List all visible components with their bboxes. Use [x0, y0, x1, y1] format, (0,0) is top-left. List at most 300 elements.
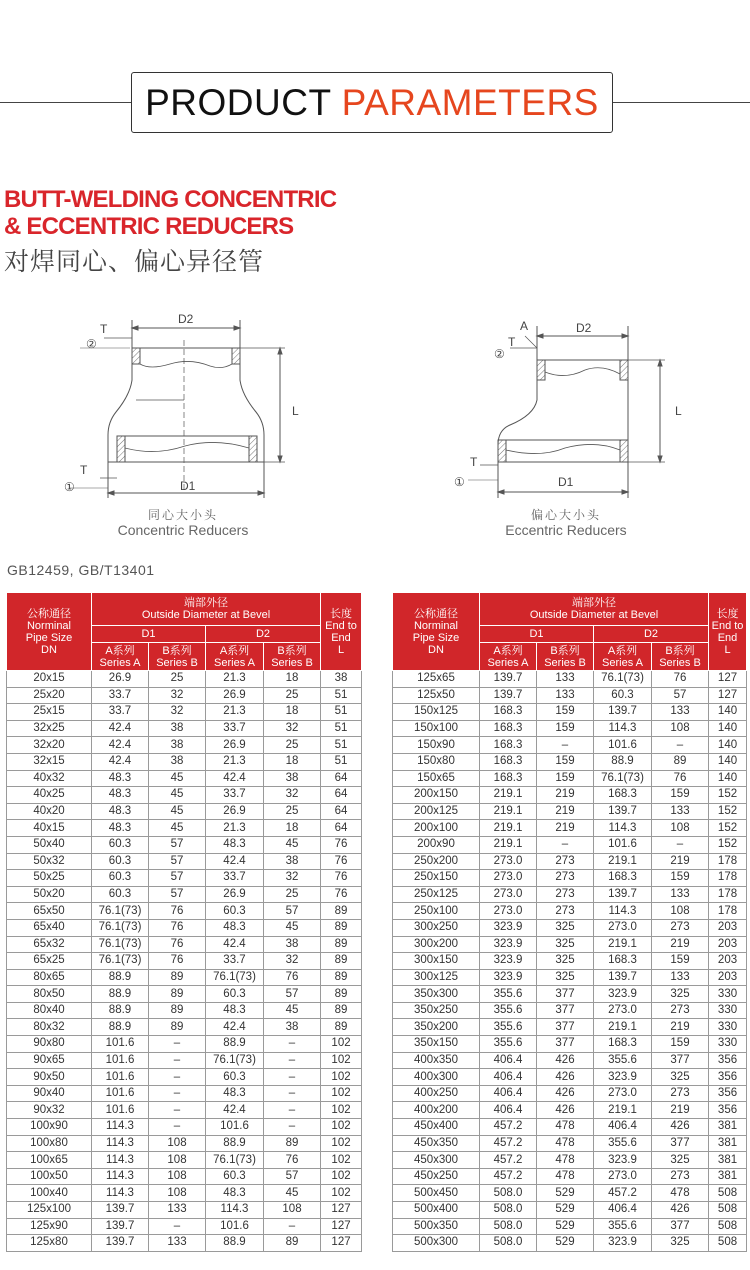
table-row [393, 1185, 747, 1202]
d2-series-b-cell: 108 [652, 720, 709, 737]
d2-series-a-cell: 406.4 [594, 1202, 652, 1219]
dn-header-cn: 公称通径 [414, 607, 458, 620]
dn-cell: 300x200 [393, 936, 480, 953]
dn-cell: 100x65 [7, 1152, 92, 1169]
dn-cell: 350x200 [393, 1019, 480, 1036]
d1-series-a-cell: 323.9 [480, 969, 537, 986]
table-row [393, 1218, 747, 1235]
d1-series-a-cell: 60.3 [92, 853, 149, 870]
length-cell: 102 [321, 1135, 362, 1152]
d2-series-b-cell: 219 [652, 936, 709, 953]
d1-series-a-cell: 219.1 [480, 803, 537, 820]
table-row [393, 1202, 747, 1219]
table-row [7, 1036, 362, 1053]
d1-series-a-cell: 76.1(73) [92, 919, 149, 936]
series-b-cn: B系列 [550, 644, 580, 657]
d1-series-a-cell: 101.6 [92, 1052, 149, 1069]
table-row [393, 704, 747, 721]
d2-series-a-cell: 48.3 [206, 1085, 264, 1102]
d1-series-a-cell: 101.6 [92, 1085, 149, 1102]
concentric-label-t-bottom: T [80, 463, 88, 477]
d2-series-b-cell: 45 [264, 919, 321, 936]
length-cell: 508 [709, 1218, 747, 1235]
length-header-en1: End to [325, 619, 357, 632]
d2-series-b-cell: 325 [652, 986, 709, 1003]
length-cell: 89 [321, 953, 362, 970]
table-row [393, 1052, 747, 1069]
heading-line-1: BUTT-WELDING CONCENTRIC [4, 186, 337, 213]
d2-series-a-cell: 88.9 [206, 1036, 264, 1053]
length-cell: 89 [321, 1002, 362, 1019]
table-row [393, 836, 747, 853]
d2-series-a-cell: 48.3 [206, 919, 264, 936]
d2-series-b-cell: – [264, 1218, 321, 1235]
d2-series-a-cell: 42.4 [206, 1102, 264, 1119]
od-header-cn: 端部外径 [184, 597, 228, 609]
length-cell: 140 [709, 737, 747, 754]
d2-series-a-cell: 168.3 [594, 870, 652, 887]
d1-series-a-cell: 48.3 [92, 803, 149, 820]
d2-series-b-cell: – [652, 836, 709, 853]
d2-series-b-cell: 133 [652, 704, 709, 721]
table-row [393, 1168, 747, 1185]
series-a-cn: A系列 [493, 644, 523, 657]
length-cell: 127 [709, 671, 747, 688]
d2-series-a-cell: 355.6 [594, 1135, 652, 1152]
dn-cell: 500x300 [393, 1235, 480, 1252]
length-cell: 356 [709, 1052, 747, 1069]
table-row [393, 886, 747, 903]
d2-series-b-cell: 377 [652, 1052, 709, 1069]
d1-series-b-cell: 76 [149, 903, 206, 920]
d2-series-a-cell: 273.0 [594, 1002, 652, 1019]
d1-series-b-cell: – [149, 1119, 206, 1136]
dn-cell: 32x25 [7, 720, 92, 737]
d2-series-b-cell: 32 [264, 870, 321, 887]
length-cell: 127 [321, 1202, 362, 1219]
d2-series-b-cell: 32 [264, 787, 321, 804]
d2-series-a-cell: 88.9 [594, 753, 652, 770]
d1-series-b-cell: 273 [537, 903, 594, 920]
d1-series-b-cell: 377 [537, 1036, 594, 1053]
d1-series-b-cell: 133 [537, 687, 594, 704]
table-row [393, 671, 747, 688]
concentric-mark-1: ① [64, 480, 75, 494]
d1-series-b-cell: 108 [149, 1152, 206, 1169]
d1-series-a-cell: 273.0 [480, 853, 537, 870]
d2-series-a-cell: 26.9 [206, 687, 264, 704]
od-header [480, 593, 709, 626]
table-row [7, 1102, 362, 1119]
series-a-en: Series A [487, 656, 529, 669]
table-row [393, 953, 747, 970]
dn-cell: 100x50 [7, 1168, 92, 1185]
table-row [7, 820, 362, 837]
d1-series-a-cell: 168.3 [480, 770, 537, 787]
d2-series-a-cell: 219.1 [594, 853, 652, 870]
d1-series-b-cell: 273 [537, 870, 594, 887]
dn-cell: 25x15 [7, 704, 92, 721]
d1-series-a-cell: 273.0 [480, 886, 537, 903]
table-row [393, 787, 747, 804]
eccentric-caption-cn: 偏心大小头 [530, 508, 601, 522]
length-cell: 89 [321, 903, 362, 920]
d1-series-a-cell: 76.1(73) [92, 903, 149, 920]
table-row [7, 720, 362, 737]
dn-cell: 400x200 [393, 1102, 480, 1119]
d2-series-b-cell: 108 [652, 820, 709, 837]
d1-series-a-cell: 33.7 [92, 687, 149, 704]
table-row [7, 1235, 362, 1252]
table-row [7, 919, 362, 936]
d1-series-b-cell: 219 [537, 787, 594, 804]
table-row [393, 1235, 747, 1252]
d2-series-a-cell: 33.7 [206, 787, 264, 804]
d2-series-b-cell: 57 [652, 687, 709, 704]
series-b-cn: B系列 [162, 644, 192, 657]
dn-cell: 200x90 [393, 836, 480, 853]
dn-cell: 100x40 [7, 1185, 92, 1202]
table-row [7, 836, 362, 853]
d2-series-b-cell: 45 [264, 836, 321, 853]
d2-series-a-cell: 457.2 [594, 1185, 652, 1202]
dn-cell: 125x90 [7, 1218, 92, 1235]
dn-cell: 90x50 [7, 1069, 92, 1086]
d2-series-b-cell: 133 [652, 969, 709, 986]
d1-series-b-cell: – [537, 737, 594, 754]
d2-series-a-cell: 323.9 [594, 986, 652, 1003]
d2-series-a-cell: 76.1(73) [206, 969, 264, 986]
d2-series-b-cell: 89 [264, 1235, 321, 1252]
d1-series-b-cell: 76 [149, 936, 206, 953]
length-cell: 381 [709, 1135, 747, 1152]
dn-cell: 300x125 [393, 969, 480, 986]
d1-series-b-cell: 529 [537, 1202, 594, 1219]
d2-series-b-cell: 133 [652, 803, 709, 820]
length-cell: 76 [321, 870, 362, 887]
length-cell: 102 [321, 1052, 362, 1069]
length-cell: 102 [321, 1102, 362, 1119]
d2-series-b-cell: 159 [652, 787, 709, 804]
d2-series-a-cell: 21.3 [206, 704, 264, 721]
series-b-en: Series B [544, 656, 586, 669]
d2-series-b-cell: 89 [264, 1135, 321, 1152]
dn-cell: 65x50 [7, 903, 92, 920]
d1-series-b-cell: 273 [537, 886, 594, 903]
d1-series-a-cell: 139.7 [480, 671, 537, 688]
concentric-label-l: L [292, 404, 299, 418]
concentric-reducer-diagram [60, 300, 320, 510]
d2-series-a-cell: 76.1(73) [594, 770, 652, 787]
d2-series-b-cell: 426 [652, 1202, 709, 1219]
d1-series-b-cell: 57 [149, 886, 206, 903]
d1-series-a-cell: 406.4 [480, 1102, 537, 1119]
series-a-en: Series A [99, 656, 141, 669]
d1-series-a-cell: 323.9 [480, 936, 537, 953]
length-cell: 102 [321, 1069, 362, 1086]
d2-series-a-cell: 139.7 [594, 803, 652, 820]
table-row [7, 1152, 362, 1169]
length-cell: 76 [321, 853, 362, 870]
table-row [7, 986, 362, 1003]
d2-series-b-cell: – [264, 1052, 321, 1069]
d2-series-b-cell: 38 [264, 1019, 321, 1036]
d1-series-b-cell: 133 [537, 671, 594, 688]
dn-cell: 40x32 [7, 770, 92, 787]
d1-series-b-header [537, 643, 594, 671]
dn-cell: 150x90 [393, 737, 480, 754]
dn-cell: 80x50 [7, 986, 92, 1003]
d1-series-a-cell: 114.3 [92, 1119, 149, 1136]
d1-series-b-cell: 159 [537, 720, 594, 737]
dn-cell: 40x15 [7, 820, 92, 837]
d1-series-b-cell: – [149, 1102, 206, 1119]
d2-series-b-cell: 325 [652, 1235, 709, 1252]
dn-cell: 250x200 [393, 853, 480, 870]
eccentric-label-t-bottom: T [470, 455, 478, 469]
d2-series-a-cell: 88.9 [206, 1135, 264, 1152]
dn-cell: 90x40 [7, 1085, 92, 1102]
length-cell: 102 [321, 1152, 362, 1169]
d2-series-a-cell: 26.9 [206, 886, 264, 903]
d1-series-a-cell: 219.1 [480, 820, 537, 837]
spec-table-right-body [393, 671, 747, 1252]
length-cell: 76 [321, 836, 362, 853]
d2-series-b-cell: 76 [264, 969, 321, 986]
d1-series-a-cell: 508.0 [480, 1235, 537, 1252]
d2-series-b-cell: 38 [264, 853, 321, 870]
od-header-cn: 端部外径 [572, 597, 616, 609]
dn-cell: 350x150 [393, 1036, 480, 1053]
dn-cell: 125x100 [7, 1202, 92, 1219]
dn-cell: 300x250 [393, 919, 480, 936]
dn-cell: 400x300 [393, 1069, 480, 1086]
d1-series-a-cell: 88.9 [92, 986, 149, 1003]
d2-series-a-cell: 21.3 [206, 820, 264, 837]
d1-series-a-cell: 114.3 [92, 1152, 149, 1169]
dn-cell: 50x20 [7, 886, 92, 903]
d2-series-b-cell: 38 [264, 936, 321, 953]
d2-series-b-cell: 18 [264, 704, 321, 721]
d1-series-a-cell: 457.2 [480, 1119, 537, 1136]
length-cell: 102 [321, 1119, 362, 1136]
spec-table-right [392, 592, 747, 1252]
dn-cell: 65x40 [7, 919, 92, 936]
d1-series-b-cell: 377 [537, 986, 594, 1003]
length-cell: 178 [709, 870, 747, 887]
length-cell: 381 [709, 1152, 747, 1169]
d2-series-b-cell: 32 [264, 953, 321, 970]
d1-series-b-cell: – [537, 836, 594, 853]
d1-series-a-cell: 26.9 [92, 671, 149, 688]
length-cell: 330 [709, 1019, 747, 1036]
table-row [7, 953, 362, 970]
d1-series-a-cell: 88.9 [92, 1019, 149, 1036]
d1-series-b-cell: 478 [537, 1119, 594, 1136]
d1-series-a-cell: 88.9 [92, 969, 149, 986]
d1-series-a-cell: 76.1(73) [92, 936, 149, 953]
d2-series-b-cell: 57 [264, 1168, 321, 1185]
banner-left-rule [0, 102, 131, 103]
d1-series-a-cell: 508.0 [480, 1185, 537, 1202]
length-cell: 203 [709, 936, 747, 953]
length-cell: 508 [709, 1202, 747, 1219]
length-cell: 203 [709, 969, 747, 986]
d2-series-b-cell: – [652, 737, 709, 754]
table-row [393, 969, 747, 986]
d2-series-b-cell: – [264, 1069, 321, 1086]
table-row [7, 1119, 362, 1136]
d1-series-a-cell: 114.3 [92, 1185, 149, 1202]
dn-cell: 65x25 [7, 953, 92, 970]
d1-series-b-cell: 159 [537, 753, 594, 770]
dn-cell: 350x300 [393, 986, 480, 1003]
d1-header: D1 [480, 626, 594, 643]
d1-series-b-cell: 325 [537, 953, 594, 970]
d2-series-b-cell: – [264, 1036, 321, 1053]
d2-series-a-cell: 114.3 [594, 720, 652, 737]
d1-series-b-cell: 32 [149, 704, 206, 721]
table-row [7, 969, 362, 986]
d1-series-a-cell: 355.6 [480, 1036, 537, 1053]
d2-series-a-cell: 139.7 [594, 969, 652, 986]
dn-header-en1: Norminal [26, 619, 71, 632]
d2-series-a-header [594, 643, 652, 671]
table-row [393, 853, 747, 870]
length-cell: 140 [709, 704, 747, 721]
d2-series-a-cell: 273.0 [594, 1085, 652, 1102]
d2-series-a-cell: 42.4 [206, 770, 264, 787]
d1-series-b-cell: 133 [149, 1202, 206, 1219]
length-header-cn: 长度 [716, 607, 739, 620]
d1-series-a-cell: 273.0 [480, 870, 537, 887]
d1-series-b-cell: 45 [149, 820, 206, 837]
dn-cell: 90x80 [7, 1036, 92, 1053]
d2-series-b-header [652, 643, 709, 671]
dn-cell: 90x65 [7, 1052, 92, 1069]
length-cell: 51 [321, 687, 362, 704]
length-cell: 140 [709, 720, 747, 737]
length-cell: 89 [321, 936, 362, 953]
table-row [7, 886, 362, 903]
d2-series-b-cell: 25 [264, 803, 321, 820]
length-cell: 51 [321, 720, 362, 737]
dn-cell: 150x80 [393, 753, 480, 770]
length-cell: 178 [709, 903, 747, 920]
dn-cell: 125x80 [7, 1235, 92, 1252]
d1-series-a-cell: 60.3 [92, 870, 149, 887]
table-row [393, 870, 747, 887]
dn-cell: 500x400 [393, 1202, 480, 1219]
length-header-en2: End [717, 631, 738, 644]
d1-series-b-cell: 38 [149, 737, 206, 754]
d2-series-a-cell: 26.9 [206, 737, 264, 754]
d1-series-b-cell: 159 [537, 770, 594, 787]
d1-series-a-cell: 406.4 [480, 1069, 537, 1086]
table-row [393, 720, 747, 737]
product-heading [4, 186, 336, 240]
dn-header-en1: Norminal [413, 619, 458, 632]
dn-cell: 50x40 [7, 836, 92, 853]
d1-series-b-cell: 57 [149, 836, 206, 853]
d2-series-a-cell: 42.4 [206, 853, 264, 870]
length-cell: 356 [709, 1069, 747, 1086]
d1-series-b-cell: 426 [537, 1069, 594, 1086]
d1-series-a-header [480, 643, 537, 671]
d2-series-b-cell: 38 [264, 770, 321, 787]
d1-series-b-cell: 377 [537, 1019, 594, 1036]
length-header-en1: End to [711, 619, 744, 632]
length-cell: 102 [321, 1085, 362, 1102]
d1-series-b-cell: 76 [149, 953, 206, 970]
dn-cell: 200x150 [393, 787, 480, 804]
d1-header: D1 [92, 626, 206, 643]
series-b-cn: B系列 [665, 644, 695, 657]
d1-series-b-cell: 45 [149, 803, 206, 820]
length-cell: 51 [321, 704, 362, 721]
d1-series-b-cell: 89 [149, 1019, 206, 1036]
dn-header-cn: 公称通径 [27, 607, 71, 620]
table-row [393, 803, 747, 820]
dn-cell: 65x32 [7, 936, 92, 953]
dn-cell: 80x40 [7, 1002, 92, 1019]
dn-cell: 400x350 [393, 1052, 480, 1069]
concentric-mark-2: ② [86, 337, 97, 351]
od-header [92, 593, 321, 626]
d2-series-b-cell: 159 [652, 953, 709, 970]
od-header-en: Outside Diameter at Bevel [141, 609, 271, 621]
eccentric-label-t-top: T [508, 335, 516, 349]
d1-series-a-cell: 355.6 [480, 1002, 537, 1019]
table-row [7, 687, 362, 704]
series-a-cn: A系列 [219, 644, 250, 657]
d2-series-b-cell: 325 [652, 1069, 709, 1086]
heading-line-2: & ECCENTRIC REDUCERS [4, 213, 294, 240]
dn-cell: 90x32 [7, 1102, 92, 1119]
d2-series-b-cell: 89 [652, 753, 709, 770]
table-row [7, 1202, 362, 1219]
length-cell: 203 [709, 919, 747, 936]
d1-series-b-cell: 478 [537, 1152, 594, 1169]
series-a-cn: A系列 [105, 644, 135, 657]
length-cell: 51 [321, 753, 362, 770]
d2-series-a-cell: 219.1 [594, 1102, 652, 1119]
d1-series-b-cell: 57 [149, 870, 206, 887]
length-cell: 127 [709, 687, 747, 704]
table-row [7, 1069, 362, 1086]
table-row [7, 1218, 362, 1235]
product-parameters-banner [131, 72, 613, 133]
dn-cell: 450x400 [393, 1119, 480, 1136]
eccentric-reducer-diagram [450, 300, 710, 510]
dn-cell: 80x65 [7, 969, 92, 986]
d1-series-a-cell: 139.7 [480, 687, 537, 704]
length-cell: 381 [709, 1168, 747, 1185]
dn-cell: 200x100 [393, 820, 480, 837]
d2-series-a-cell: 406.4 [594, 1119, 652, 1136]
table-row [7, 1085, 362, 1102]
d2-series-b-cell: 25 [264, 886, 321, 903]
length-cell: 64 [321, 787, 362, 804]
length-cell: 89 [321, 1019, 362, 1036]
d1-series-a-cell: 139.7 [92, 1218, 149, 1235]
d1-series-b-cell: 159 [537, 704, 594, 721]
d1-series-a-cell: 48.3 [92, 787, 149, 804]
d1-series-a-cell: 406.4 [480, 1085, 537, 1102]
d1-series-b-cell: – [149, 1085, 206, 1102]
d2-series-b-cell: 76 [264, 1152, 321, 1169]
d2-series-a-cell: 101.6 [594, 836, 652, 853]
